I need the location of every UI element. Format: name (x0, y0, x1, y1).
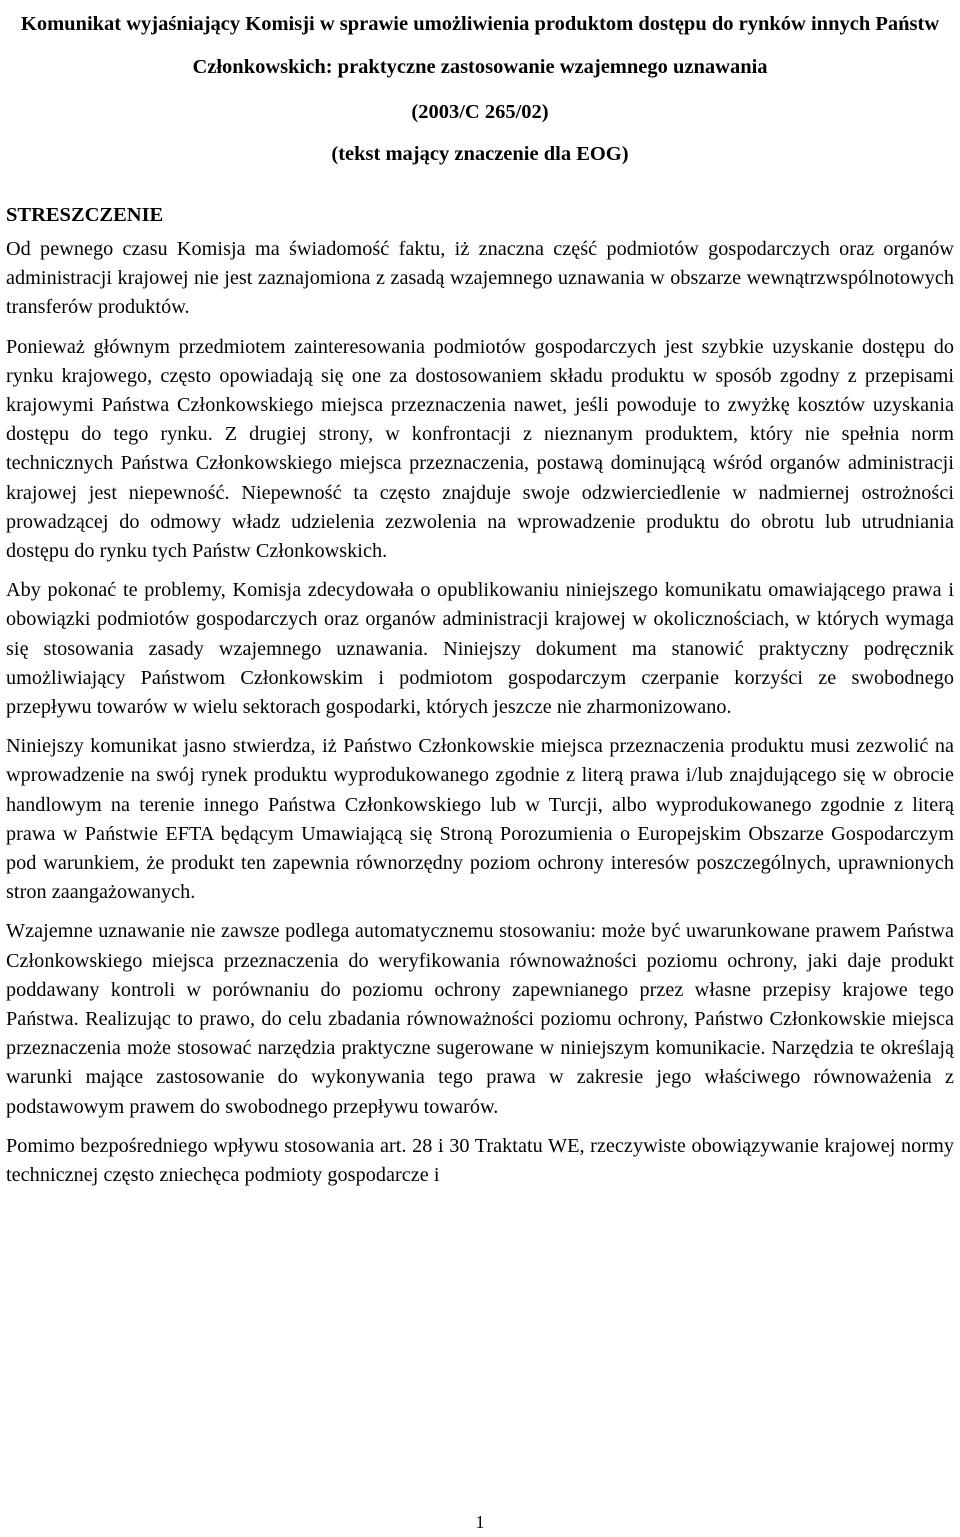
eea-relevance-note: (tekst mający znaczenie dla EOG) (331, 143, 629, 165)
document-title: Komunikat wyjaśniający Komisji w sprawie umożliwienia produktom dostępu do rynków innych Państw Członkowskich: praktyczne zastosowanie wzajemnego uznawania (20, 13, 940, 78)
document-page (6, 0, 954, 1200)
body-paragraph: Niniejszy komunikat jasno stwierdza, iż Państwo Członkowskie miejsca przeznaczenia produktu musi zezwolić na wprowadzenie na swój rynek produktu wyprodukowanego zgodnie z literą prawa i/lub znajdującego się w obrocie handlowym na terenie innego Państwa Członkowskiego lub w Turcji, albo wyprodukowanego zgodnie z literą prawa w Państwie EFTA będącym Umawiającą się Stroną Porozumienia o Europejskim Obszarze Gospodarczym pod warunkiem, że produkt ten zapewnia równorzędny poziom ochrony interesów poszczególnych, uprawnionych stron zaangażowanych. (6, 735, 954, 904)
body-paragraph: Ponieważ głównym przedmiotem zainteresowania podmiotów gospodarczych jest szybkie uzyskanie dostępu do rynku krajowego, często opowiadają się one za dostosowaniem składu produktu w sposób zgodny z przepisami krajowymi Państwa Członkowskiego miejsca przeznaczenia nawet, jeśli powoduje to zwyżkę kosztów uzyskania dostępu do tego rynku. Z drugiej strony, w konfrontacji z nieznanym produktem, który nie spełnia norm technicznych Państwa Członkowskiego miejsca przeznaczenia, postawą dominującą wśród organów administracji krajowej jest niepewność. Niepewność ta często znajduje swoje odzwierciedlenie w nadmiernej ostrożności prowadzącej do odmowy władz udzielenia zezwolenia na wprowadzenie produktu do obrotu lub utrudniania dostępu do rynku tych Państw Członkowskich. (6, 335, 954, 563)
section-heading-summary: STRESZCZENIE (6, 204, 164, 226)
document-reference: (2003/C 265/02) (411, 101, 549, 123)
page-number: 1 (475, 1512, 485, 1532)
body-paragraph: Od pewnego czasu Komisja ma świadomość faktu, iż znaczna część podmiotów gospodarczych oraz organów administracji krajowej nie jest zaznajomiona z zasadą wzajemnego uznawania w obszarze wewnątrzwspólnotowych transferów produktów. (6, 238, 954, 319)
body-paragraph: Aby pokonać te problemy, Komisja zdecydowała o opublikowaniu niniejszego komunikatu omawiającego prawa i obowiązki podmiotów gospodarczych oraz organów administracji krajowej w okolicznościach, w których wymaga się stosowania zasady wzajemnego uznawania. Niniejszy dokument ma stanowić praktyczny podręcznik umożliwiający Państwom Członkowskim i podmiotom gospodarczym czerpanie korzyści ze swobodnego przepływu towarów w wielu sektorach gospodarki, których jeszcze nie zharmonizowano. (6, 579, 954, 719)
body-paragraph: Pomimo bezpośredniego wpływu stosowania art. 28 i 30 Traktatu WE, rzeczywiste obowiązywanie krajowej normy technicznej często zniechęca podmioty gospodarcze i (6, 1134, 954, 1187)
body-paragraph: Wzajemne uznawanie nie zawsze podlega automatycznemu stosowaniu: może być uwarunkowane prawem Państwa Członkowskiego miejsca przeznaczenia do weryfikowania równoważności poziomu ochrony, jaki daje produkt poddawany kontroli w porównaniu do poziomu ochrony zapewnianego przez własne przepisy krajowe tego Państwa. Realizując to prawo, do celu zbadania równoważności poziomu ochrony, Państwo Członkowskie miejsca przeznaczenia może stosować narzędzia praktyczne sugerowane w niniejszym komunikacie. Narzędzia te określają warunki mające zastosowanie do wykonywania tego prawa w zakresie jego właściwego równoważenia z podstawowym prawem do swobodnego przepływu towarów. (6, 920, 954, 1118)
